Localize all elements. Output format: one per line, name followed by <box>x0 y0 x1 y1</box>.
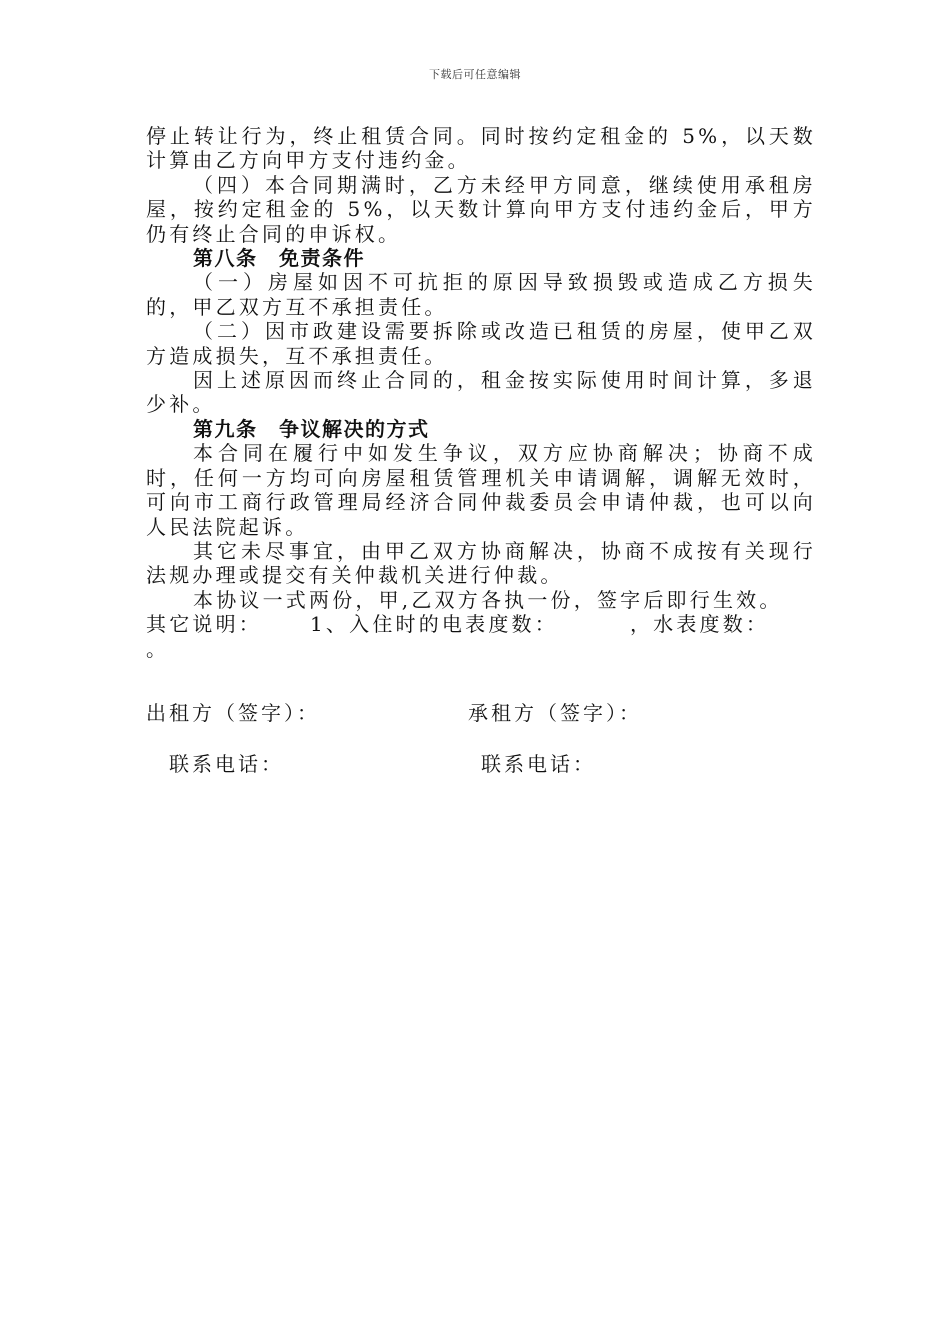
paragraph: 停止转让行为，终止租赁合同。同时按约定租金的 5%，以天数计算由乙方向甲方支付违约金。 <box>146 124 816 173</box>
electric-meter-label: 1、入住时的电表度数： <box>310 612 558 637</box>
paragraph: 本协议一式两份，甲,乙双方各执一份，签字后即行生效。 <box>193 587 783 612</box>
lessor-phone-label: 联系电话： <box>169 752 284 776</box>
paragraph: （二）因市政建设需要拆除或改造已租赁的房屋，使甲乙双方造成损失，互不承担责任。 <box>146 319 816 368</box>
article-heading: 第九条 争议解决的方式 <box>193 416 430 441</box>
paragraph: （四）本合同期满时，乙方未经甲方同意，继续使用承租房屋，按约定租金的 5%，以天数计算向甲方支付违约金后，甲方仍有终止合同的申诉权。 <box>146 172 816 246</box>
other-notes-line <box>146 612 816 636</box>
other-notes-label: 其它说明： <box>146 612 262 637</box>
paragraph: 因上述原因而终止合同的，租金按实际使用时间计算，多退少补。 <box>146 368 816 417</box>
article-heading: 第八条 免责条件 <box>193 246 365 271</box>
water-meter-label: ，水表度数： <box>629 612 770 637</box>
paragraph: （一）房屋如因不可抗拒的原因导致损毁或造成乙方损失的，甲乙双方互不承担责任。 <box>146 270 816 319</box>
lessor-signature-label: 出租方（签字）： <box>146 701 320 725</box>
page-header-watermark: 下载后可任意编辑 <box>429 68 521 81</box>
paragraph: 其它未尽事宜，由甲乙双方协商解决，协商不成按有关现行法规办理或提交有关仲裁机关进行仲裁。 <box>146 538 816 588</box>
lessee-signature-label: 承租方（签字）： <box>468 701 642 725</box>
paragraph: 本合同在履行中如发生争议，双方应协商解决；协商不成时，任何一方均可向房屋租赁管理机关申请调解，调解无效时，可向市工商行政管理局经济合同仲裁委员会申请仲裁，也可以向人民法院起诉。 <box>146 441 816 539</box>
contract-body <box>146 124 816 661</box>
lessee-phone-label: 联系电话： <box>481 752 596 776</box>
end-mark: 。 <box>146 636 170 661</box>
